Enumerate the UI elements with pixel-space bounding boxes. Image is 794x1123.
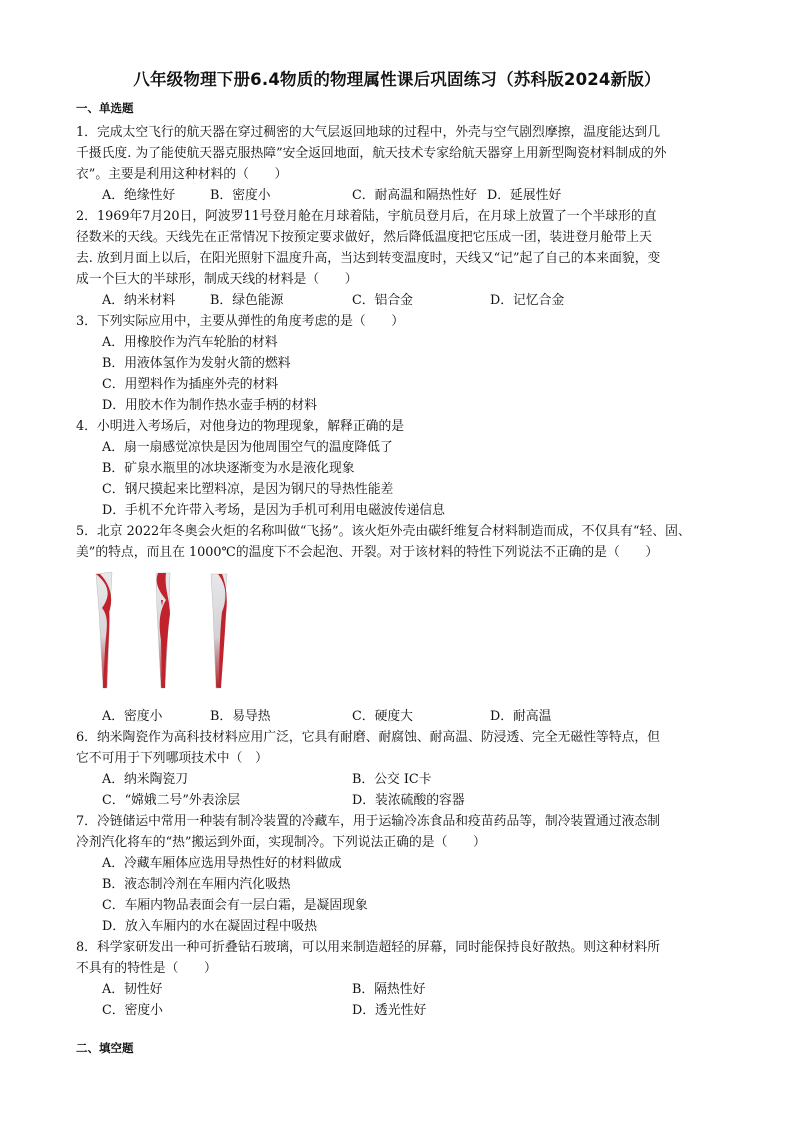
q3-option-d: D．用胶木作为制作热水壶手柄的材料 — [102, 398, 318, 413]
q7-option-c: C．车厢内物品表面会有一层白霜，是凝固现象 — [102, 898, 368, 913]
q2-option-d: D．记忆合金 — [490, 293, 565, 308]
q3-option-a: A．用橡胶作为汽车轮胎的材料 — [102, 335, 278, 350]
q6-option-b: B．公交 IC卡 — [352, 772, 432, 787]
q6-option-a: A．纳米陶瓷刀 — [102, 772, 189, 787]
q1-line-1: 1．完成太空飞行的航天器在穿过稠密的大气层返回地球的过程中，外壳与空气剧烈摩擦，温度能达到几 — [76, 125, 661, 140]
q5-option-b: B．易导热 — [210, 709, 271, 724]
q1-option-a: A．绝缘性好 — [102, 188, 176, 203]
q5-line-2: 美”的特点，而且在 1000℃的温度下不会起泡、开裂。对于该材料的特性下列说法不正确的是（ ） — [76, 545, 659, 560]
q2-option-b: B．绿色能源 — [210, 293, 284, 308]
q1-option-c: C．耐高温和隔热性好 — [352, 188, 477, 203]
q8-line-2: 不具有的特性是（ ） — [76, 961, 217, 976]
q8-option-c: C．密度小 — [102, 1003, 163, 1018]
q6-option-d: D．装浓硫酸的容器 — [352, 793, 465, 808]
q2-line-4: 成一个巨大的半球形，制成天线的材料是（ ） — [76, 272, 358, 287]
q8-option-a: A．韧性好 — [102, 982, 163, 997]
q2-line-1: 2．1969年7月20日，阿波罗11号登月舱在月球着陆，宇航员登月后，在月球上放置了一个半球形的直 — [76, 209, 657, 224]
q2-line-3: 去. 放到月面上以后，在阳光照射下温度升高，当达到转变温度时，天线又“记”起了自己的本来面貌，变 — [76, 251, 661, 266]
q1-option-b: B．密度小 — [210, 188, 271, 203]
q8-option-b: B．隔热性好 — [352, 982, 426, 997]
q2-option-c: C．铝合金 — [352, 293, 413, 308]
q3-option-c: C．用塑料作为插座外壳的材料 — [102, 377, 279, 392]
section-heading-fill-in: 二、填空题 — [76, 1041, 134, 1055]
q5-option-a: A．密度小 — [102, 709, 163, 724]
q8-line-1: 8．科学家研发出一种可折叠钻石玻璃，可以用来制造超轻的屏幕，同时能保持良好散热。则这种材料所 — [76, 940, 661, 955]
q2-line-2: 径数米的天线。天线先在正常情况下按预定要求做好，然后降低温度把它压成一团，装进登月舱带上天 — [76, 230, 652, 245]
q5-line-1: 5．北京 2022年冬奥会火炬的名称叫做“飞扬”。该火炬外壳由碳纤维复合材料制造而成，不仅具有“轻、固、 — [76, 524, 691, 539]
q7-option-b: B．液态制冷剂在车厢内汽化吸热 — [102, 877, 291, 892]
q5-option-c: C．硬度大 — [352, 709, 413, 724]
q6-line-1: 6．纳米陶瓷作为高科技材料应用广泛，它具有耐磨、耐腐蚀、耐高温、防浸透、完全无磁性等特点，但 — [76, 730, 661, 745]
page-title: 八年级物理下册6.4物质的物理属性课后巩固练习（苏科版2024新版） — [133, 70, 661, 89]
q4-option-c: C．钢尺摸起来比塑料凉，是因为钢尺的导热性能差 — [102, 482, 394, 497]
q7-option-a: A．冷藏车厢体应选用导热性好的材料做成 — [102, 856, 342, 871]
q7-option-d: D．放入车厢内的水在凝固过程中吸热 — [102, 919, 318, 934]
q4-option-d: D．手机不允许带入考场，是因为手机可利用电磁波传递信息 — [102, 503, 445, 518]
torch-image-1 — [90, 570, 120, 692]
q4-option-a: A．扇一扇感觉凉快是因为他周围空气的温度降低了 — [102, 440, 393, 455]
q1-line-2: 千摄氏度. 为了能使航天器克服热障”安全返回地面，航天技术专家给航天器穿上用新型陶瓷材料制成的外 — [76, 146, 667, 161]
q4-option-b: B．矿泉水瓶里的冰块逐渐变为水是液化现象 — [102, 461, 355, 476]
q8-option-d: D．透光性好 — [352, 1003, 427, 1018]
torch-image-2 — [148, 570, 178, 692]
q2-option-a: A．纳米材料 — [102, 293, 176, 308]
q3-option-b: B．用液体氢作为发射火箭的燃料 — [102, 356, 291, 371]
q7-line-1: 7．冷链储运中常用一种装有制冷装置的冷藏车，用于运输冷冻食品和疫苗药品等，制冷装置通过液态制 — [76, 814, 661, 829]
q6-line-2: 它不可用于下列哪项技术中（ ） — [76, 751, 268, 766]
q3-line-1: 3．下列实际应用中，主要从弹性的角度考虑的是（ ） — [76, 314, 405, 329]
q5-option-d: D．耐高温 — [490, 709, 552, 724]
section-heading-single-choice: 一、单选题 — [76, 101, 134, 115]
q4-line-1: 4．小明进入考场后，对他身边的物理现象，解释正确的是 — [76, 419, 405, 434]
torch-image-3 — [204, 570, 234, 692]
q1-option-d: D．延展性好 — [487, 188, 562, 203]
q7-line-2: 冷剂汽化将车的“热”搬运到外面，实现制冷。下列说法正确的是（ ） — [76, 835, 486, 850]
q1-line-3: 衣”。主要是利用这种材料的（ ） — [76, 167, 288, 182]
q6-option-c: C．“嫦娥二号”外表涂层 — [102, 793, 241, 808]
